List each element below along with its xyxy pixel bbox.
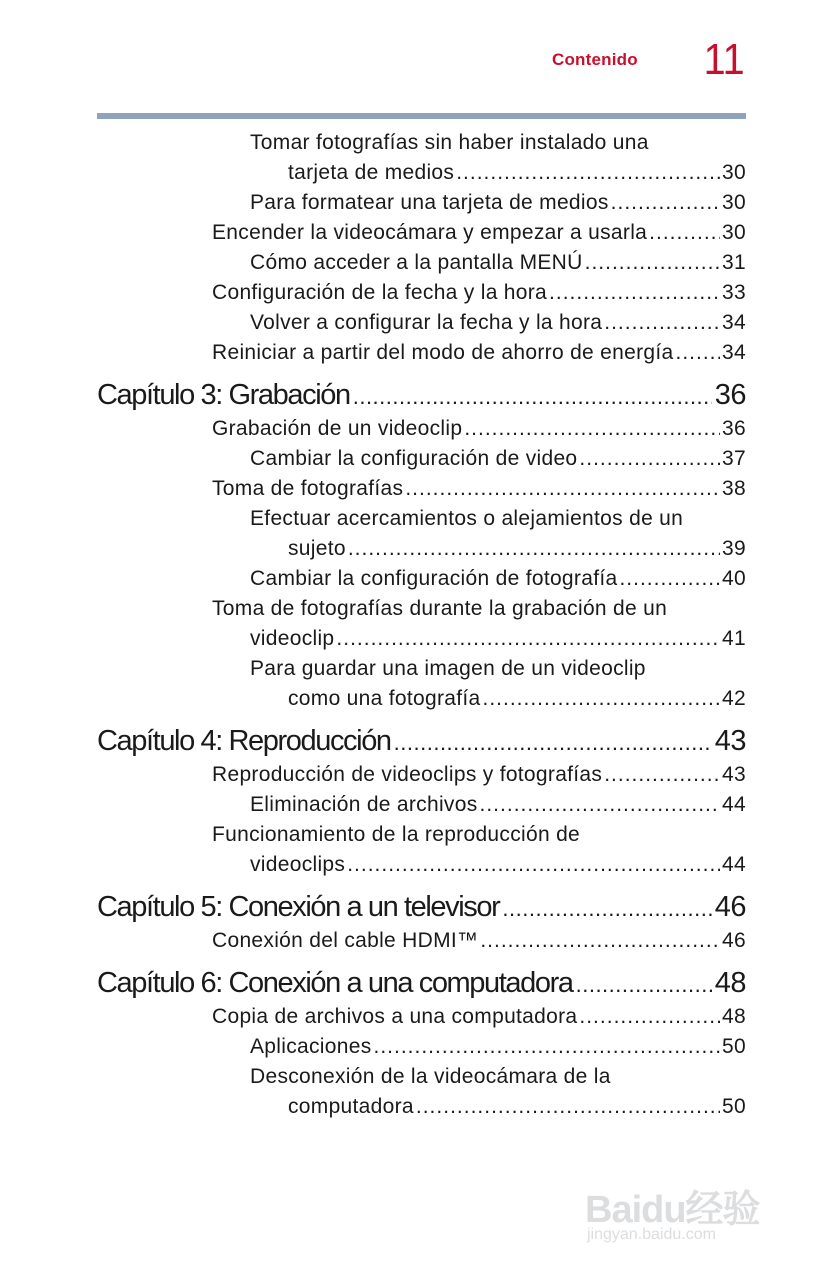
toc-entry-text: Cambiar la configuración de fotografía bbox=[250, 567, 618, 590]
dot-leader bbox=[549, 278, 720, 308]
toc-entry-text: Para guardar una imagen de un videoclip bbox=[250, 657, 646, 680]
toc-entry[interactable] bbox=[97, 338, 746, 368]
toc-chapter-title: Capítulo 3: Grabación bbox=[97, 379, 350, 411]
dot-leader bbox=[604, 760, 720, 790]
toc-entry-text: Eliminación de archivos bbox=[250, 793, 478, 816]
toc-entry-text: Tomar fotografías sin haber instalado una bbox=[250, 131, 649, 154]
header-section-label: Contenido bbox=[552, 50, 638, 69]
toc-page-number: 34 bbox=[722, 311, 746, 334]
dot-leader bbox=[374, 1032, 721, 1062]
toc-entry-line[interactable] bbox=[97, 820, 746, 850]
toc-page-number: 30 bbox=[722, 221, 746, 244]
toc-entry-text: Cambiar la configuración de video bbox=[250, 447, 578, 470]
header-rule bbox=[97, 113, 746, 119]
toc-page-number: 43 bbox=[722, 763, 746, 786]
toc-page-number: 31 bbox=[722, 251, 746, 274]
toc-entry-continuation[interactable] bbox=[97, 1092, 746, 1122]
toc-entry[interactable] bbox=[97, 790, 746, 820]
toc-entry[interactable] bbox=[97, 308, 746, 338]
toc-entry-text: Para formatear una tarjeta de medios bbox=[250, 191, 609, 214]
dot-leader bbox=[585, 248, 720, 278]
toc-entry-text: Toma de fotografías bbox=[212, 477, 404, 500]
toc-page-number: 46 bbox=[722, 929, 746, 952]
toc-entry-continuation[interactable] bbox=[97, 624, 746, 654]
toc-entry-text: Volver a configurar la fecha y la hora bbox=[250, 311, 603, 334]
toc-entry-text: Cómo acceder a la pantalla MENÚ bbox=[250, 251, 583, 274]
toc-entry[interactable] bbox=[97, 1032, 746, 1062]
toc-entry[interactable] bbox=[97, 760, 746, 790]
dot-leader bbox=[576, 966, 712, 1004]
toc-entry[interactable] bbox=[97, 474, 746, 504]
dot-leader bbox=[347, 850, 720, 880]
toc-entry-text: Reiniciar a partir del modo de ahorro de energía bbox=[212, 341, 674, 364]
toc-page-number: 30 bbox=[722, 191, 746, 214]
dot-leader bbox=[502, 890, 711, 928]
dot-leader bbox=[676, 338, 721, 368]
dot-leader bbox=[579, 444, 720, 474]
watermark bbox=[585, 1160, 785, 1260]
toc-page-number: 36 bbox=[722, 417, 746, 440]
toc-chapter-title: Capítulo 6: Conexión a una computadora bbox=[97, 967, 573, 999]
toc-chapter-page: 48 bbox=[714, 967, 746, 999]
toc-entry-text: Desconexión de la videocámara de la bbox=[250, 1065, 611, 1088]
toc-entry-text: tarjeta de medios bbox=[288, 161, 455, 184]
dot-leader bbox=[619, 564, 720, 594]
toc-entry-line[interactable] bbox=[97, 654, 746, 684]
toc-chapter-page: 46 bbox=[714, 891, 746, 923]
toc-entry-continuation[interactable] bbox=[97, 850, 746, 880]
toc-page-number: 38 bbox=[722, 477, 746, 500]
toc-entry-text: Copia de archivos a una computadora bbox=[212, 1005, 578, 1028]
toc-entry-text: computadora bbox=[288, 1095, 414, 1118]
toc-entry[interactable] bbox=[97, 926, 746, 956]
dot-leader bbox=[579, 1002, 720, 1032]
toc-entry-text: videoclips bbox=[250, 853, 346, 876]
dot-leader bbox=[348, 534, 720, 564]
dot-leader bbox=[456, 158, 720, 188]
toc-chapter[interactable] bbox=[97, 722, 746, 760]
toc-page-number: 42 bbox=[722, 687, 746, 710]
toc-page-number: 30 bbox=[722, 161, 746, 184]
toc-entry-text: Toma de fotografías durante la grabación de un bbox=[212, 597, 668, 620]
toc-entry-text: como una fotografía bbox=[288, 687, 481, 710]
toc-entry[interactable] bbox=[97, 414, 746, 444]
toc-entry[interactable] bbox=[97, 444, 746, 474]
toc-chapter-title: Capítulo 4: Reproducción bbox=[97, 725, 391, 757]
toc-chapter[interactable] bbox=[97, 376, 746, 414]
toc-entry[interactable] bbox=[97, 218, 746, 248]
toc-entry[interactable] bbox=[97, 188, 746, 218]
dot-leader bbox=[464, 414, 720, 444]
dot-leader bbox=[394, 724, 712, 762]
page-number: 11 bbox=[703, 35, 745, 84]
watermark-logo: Baidu经验 bbox=[585, 1189, 760, 1231]
toc-entry-text: Reproducción de videoclips y fotografías bbox=[212, 763, 603, 786]
toc-page-number: 39 bbox=[722, 537, 746, 560]
table-of-contents bbox=[97, 128, 746, 1122]
toc-page-number: 50 bbox=[722, 1035, 746, 1058]
toc-chapter-page: 43 bbox=[714, 725, 746, 757]
dot-leader bbox=[405, 474, 720, 504]
toc-page-number: 48 bbox=[722, 1005, 746, 1028]
toc-entry-text: Configuración de la fecha y la hora bbox=[212, 281, 548, 304]
toc-entry-continuation[interactable] bbox=[97, 534, 746, 564]
toc-entry-line[interactable] bbox=[97, 504, 746, 534]
toc-entry[interactable] bbox=[97, 564, 746, 594]
toc-entry-text: sujeto bbox=[288, 537, 346, 560]
toc-page-number: 50 bbox=[722, 1095, 746, 1118]
toc-page-number: 44 bbox=[722, 793, 746, 816]
toc-entry-line[interactable] bbox=[97, 128, 746, 158]
toc-entry-text: videoclip bbox=[250, 627, 335, 650]
dot-leader bbox=[480, 790, 721, 820]
toc-entry-continuation[interactable] bbox=[97, 158, 746, 188]
toc-page-number: 37 bbox=[722, 447, 746, 470]
toc-chapter[interactable] bbox=[97, 964, 746, 1002]
toc-entry[interactable] bbox=[97, 248, 746, 278]
toc-entry[interactable] bbox=[97, 1002, 746, 1032]
dot-leader bbox=[416, 1092, 720, 1122]
toc-entry-text: Funcionamiento de la reproducción de bbox=[212, 823, 581, 846]
toc-page-number: 44 bbox=[722, 853, 746, 876]
toc-page-number: 40 bbox=[722, 567, 746, 590]
dot-leader bbox=[353, 378, 712, 416]
dot-leader bbox=[611, 188, 720, 218]
dot-leader bbox=[483, 684, 721, 714]
toc-entry-text: Aplicaciones bbox=[250, 1035, 372, 1058]
dot-leader bbox=[604, 308, 720, 338]
toc-page-number: 34 bbox=[722, 341, 746, 364]
toc-entry-text: Encender la videocámara y empezar a usarla bbox=[212, 221, 648, 244]
toc-entry-line[interactable] bbox=[97, 594, 746, 624]
toc-page-number: 41 bbox=[722, 627, 746, 650]
toc-chapter-title: Capítulo 5: Conexión a un televisor bbox=[97, 891, 500, 923]
toc-entry-text: Efectuar acercamientos o alejamientos de un bbox=[250, 507, 684, 530]
dot-leader bbox=[649, 218, 720, 248]
dot-leader bbox=[336, 624, 720, 654]
toc-chapter-page: 36 bbox=[714, 379, 746, 411]
toc-entry-text: Conexión del cable HDMI™ bbox=[212, 929, 479, 952]
toc-entry-line[interactable] bbox=[97, 1062, 746, 1092]
toc-entry-continuation[interactable] bbox=[97, 684, 746, 714]
dot-leader bbox=[480, 926, 720, 956]
toc-entry-text: Grabación de un videoclip bbox=[212, 417, 463, 440]
toc-page-number: 33 bbox=[722, 281, 746, 304]
toc-chapter[interactable] bbox=[97, 888, 746, 926]
watermark-url: jingyan.baidu.com bbox=[587, 1226, 716, 1243]
toc-entry[interactable] bbox=[97, 278, 746, 308]
